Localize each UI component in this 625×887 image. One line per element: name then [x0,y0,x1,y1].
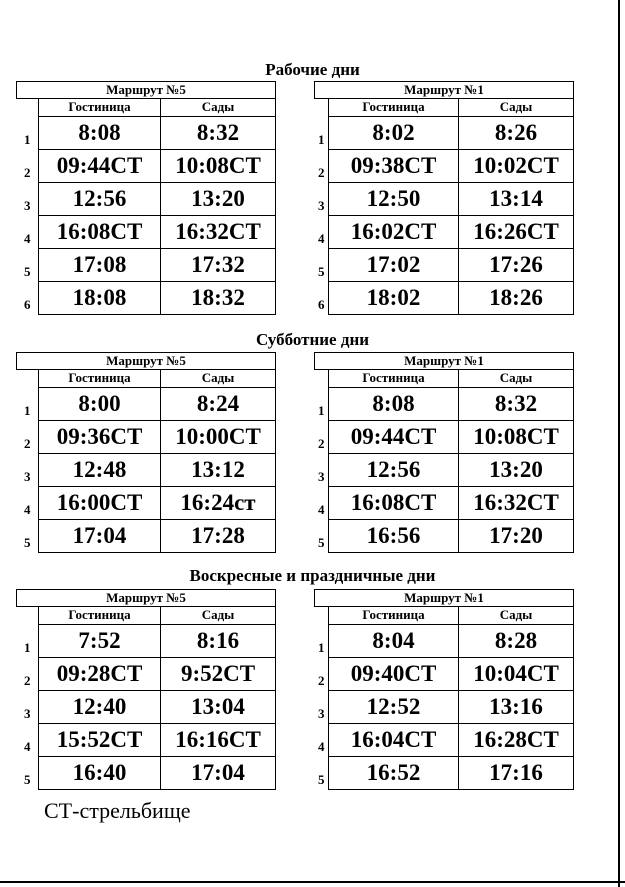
row-number: 1 [318,403,325,418]
departure-time: 17:04 [161,756,276,789]
departure-time: 09:38СТ [329,149,459,182]
table-row [315,690,574,723]
row-number: 1 [318,640,325,655]
departure-time: 09:36СТ [39,420,161,453]
row-number: 3 [318,469,325,484]
table-row [17,420,276,453]
departure-time: 18:26 [459,281,574,314]
row-number: 4 [318,231,325,246]
departure-time: 10:08СТ [459,420,574,453]
departure-time: 13:16 [459,690,574,723]
route-label: Маршрут №1 [315,590,574,607]
departure-time: 8:08 [329,387,459,420]
table-row [17,486,276,519]
table-row [315,149,574,182]
table-row [17,723,276,756]
departure-time: 16:32СТ [161,215,276,248]
route-label: Маршрут №1 [315,82,574,99]
row-number: 5 [24,772,31,787]
departure-time: 16:08СТ [329,486,459,519]
row-number: 6 [318,297,325,312]
departure-time: 17:04 [39,519,161,552]
table-row [17,519,276,552]
row-number: 1 [24,403,31,418]
row-number: 6 [24,297,31,312]
table-row [17,624,276,657]
departure-time: 13:12 [161,453,276,486]
stop-label-gardens: Сады [161,99,276,117]
legend-note: СТ-стрельбище [44,798,191,823]
departure-time: 10:04СТ [459,657,574,690]
table-row [315,420,574,453]
row-number: 3 [318,706,325,721]
row-number: 4 [318,739,325,754]
row-number: 5 [318,264,325,279]
row-number: 5 [318,772,325,787]
table-row [315,486,574,519]
row-number: 4 [24,502,31,517]
stop-label-gardens: Сады [459,99,574,117]
schedule-sundays-route5 [16,589,276,790]
table-row [315,182,574,215]
stop-label-hotel: Гостиница [329,607,459,625]
departure-time: 8:00 [39,387,161,420]
departure-time: 8:04 [329,624,459,657]
departure-time: 17:26 [459,248,574,281]
stop-label-gardens: Сады [161,370,276,388]
departure-time: 16:24ст [161,486,276,519]
departure-time: 12:56 [39,182,161,215]
table-row [17,116,276,149]
departure-time: 16:40 [39,756,161,789]
departure-time: 16:32СТ [459,486,574,519]
schedule-sundays-route1 [314,589,574,790]
table-row [17,453,276,486]
stop-label-hotel: Гостиница [39,370,161,388]
stop-label-gardens: Сады [161,607,276,625]
departure-time: 18:32 [161,281,276,314]
departure-time: 8:26 [459,116,574,149]
departure-time: 12:52 [329,690,459,723]
table-row [17,149,276,182]
departure-time: 8:28 [459,624,574,657]
table-row [17,657,276,690]
page-edge-right [618,0,620,887]
departure-time: 18:02 [329,281,459,314]
departure-time: 13:20 [161,182,276,215]
departure-time: 8:08 [39,116,161,149]
departure-time: 17:32 [161,248,276,281]
departure-time: 13:04 [161,690,276,723]
row-number: 3 [24,469,31,484]
departure-time: 18:08 [39,281,161,314]
table-row [315,519,574,552]
table-row [315,215,574,248]
stop-label-hotel: Гостиница [39,99,161,117]
row-number: 5 [318,535,325,550]
departure-time: 8:16 [161,624,276,657]
schedule-weekdays-route1 [314,81,574,315]
stop-label-gardens: Сады [459,607,574,625]
row-number: 4 [24,231,31,246]
table-row [315,116,574,149]
route-label: Маршрут №5 [17,353,276,370]
row-number: 1 [24,640,31,655]
table-row [315,248,574,281]
section-title-sundays-holidays: Воскресные и праздничные дни [189,566,436,585]
departure-time: 17:16 [459,756,574,789]
table-row [17,215,276,248]
row-number: 5 [24,264,31,279]
table-row [315,453,574,486]
row-number: 2 [318,673,325,688]
departure-time: 8:32 [459,387,574,420]
departure-time: 09:28СТ [39,657,161,690]
departure-time: 12:48 [39,453,161,486]
row-number: 5 [24,535,31,550]
page-edge-bottom [0,881,625,883]
table-row [315,624,574,657]
row-number: 2 [318,165,325,180]
departure-time: 09:44СТ [39,149,161,182]
departure-time: 09:40СТ [329,657,459,690]
departure-time: 17:20 [459,519,574,552]
departure-time: 12:56 [329,453,459,486]
table-row [315,723,574,756]
row-number: 2 [24,673,31,688]
departure-time: 16:56 [329,519,459,552]
route-label: Маршрут №5 [17,590,276,607]
departure-time: 12:40 [39,690,161,723]
route-label: Маршрут №1 [315,353,574,370]
route-label: Маршрут №5 [17,82,276,99]
departure-time: 15:52СТ [39,723,161,756]
stop-label-hotel: Гостиница [329,99,459,117]
table-row [17,387,276,420]
schedule-saturdays-route1 [314,352,574,553]
schedule-weekdays-route5 [16,81,276,315]
departure-time: 8:02 [329,116,459,149]
section-title-saturdays: Субботние дни [255,330,370,349]
departure-time: 8:24 [161,387,276,420]
departure-time: 12:50 [329,182,459,215]
stop-label-hotel: Гостиница [39,607,161,625]
departure-time: 8:32 [161,116,276,149]
section-title-weekdays: Рабочие дни [265,60,360,79]
departure-time: 7:52 [39,624,161,657]
departure-time: 16:16СТ [161,723,276,756]
departure-time: 16:04СТ [329,723,459,756]
departure-time: 09:44СТ [329,420,459,453]
departure-time: 13:20 [459,453,574,486]
table-row [315,657,574,690]
departure-time: 16:08СТ [39,215,161,248]
table-row [17,756,276,789]
departure-time: 16:00СТ [39,486,161,519]
table-row [315,756,574,789]
departure-time: 13:14 [459,182,574,215]
row-number: 3 [24,198,31,213]
row-number: 2 [24,165,31,180]
table-row [315,387,574,420]
departure-time: 10:02СТ [459,149,574,182]
row-number: 2 [24,436,31,451]
table-row [17,690,276,723]
departure-time: 10:00СТ [161,420,276,453]
departure-time: 16:28СТ [459,723,574,756]
row-number: 4 [318,502,325,517]
departure-time: 16:52 [329,756,459,789]
row-number: 3 [24,706,31,721]
row-number: 2 [318,436,325,451]
departure-time: 16:26СТ [459,215,574,248]
table-row [315,281,574,314]
table-row [17,248,276,281]
table-row [17,281,276,314]
table-row [17,182,276,215]
row-number: 1 [24,132,31,147]
departure-time: 16:02СТ [329,215,459,248]
row-number: 4 [24,739,31,754]
departure-time: 17:28 [161,519,276,552]
departure-time: 17:02 [329,248,459,281]
stop-label-gardens: Сады [459,370,574,388]
departure-time: 17:08 [39,248,161,281]
schedule-saturdays-route5 [16,352,276,553]
row-number: 1 [318,132,325,147]
row-number: 3 [318,198,325,213]
departure-time: 10:08СТ [161,149,276,182]
stop-label-hotel: Гостиница [329,370,459,388]
departure-time: 9:52СТ [161,657,276,690]
